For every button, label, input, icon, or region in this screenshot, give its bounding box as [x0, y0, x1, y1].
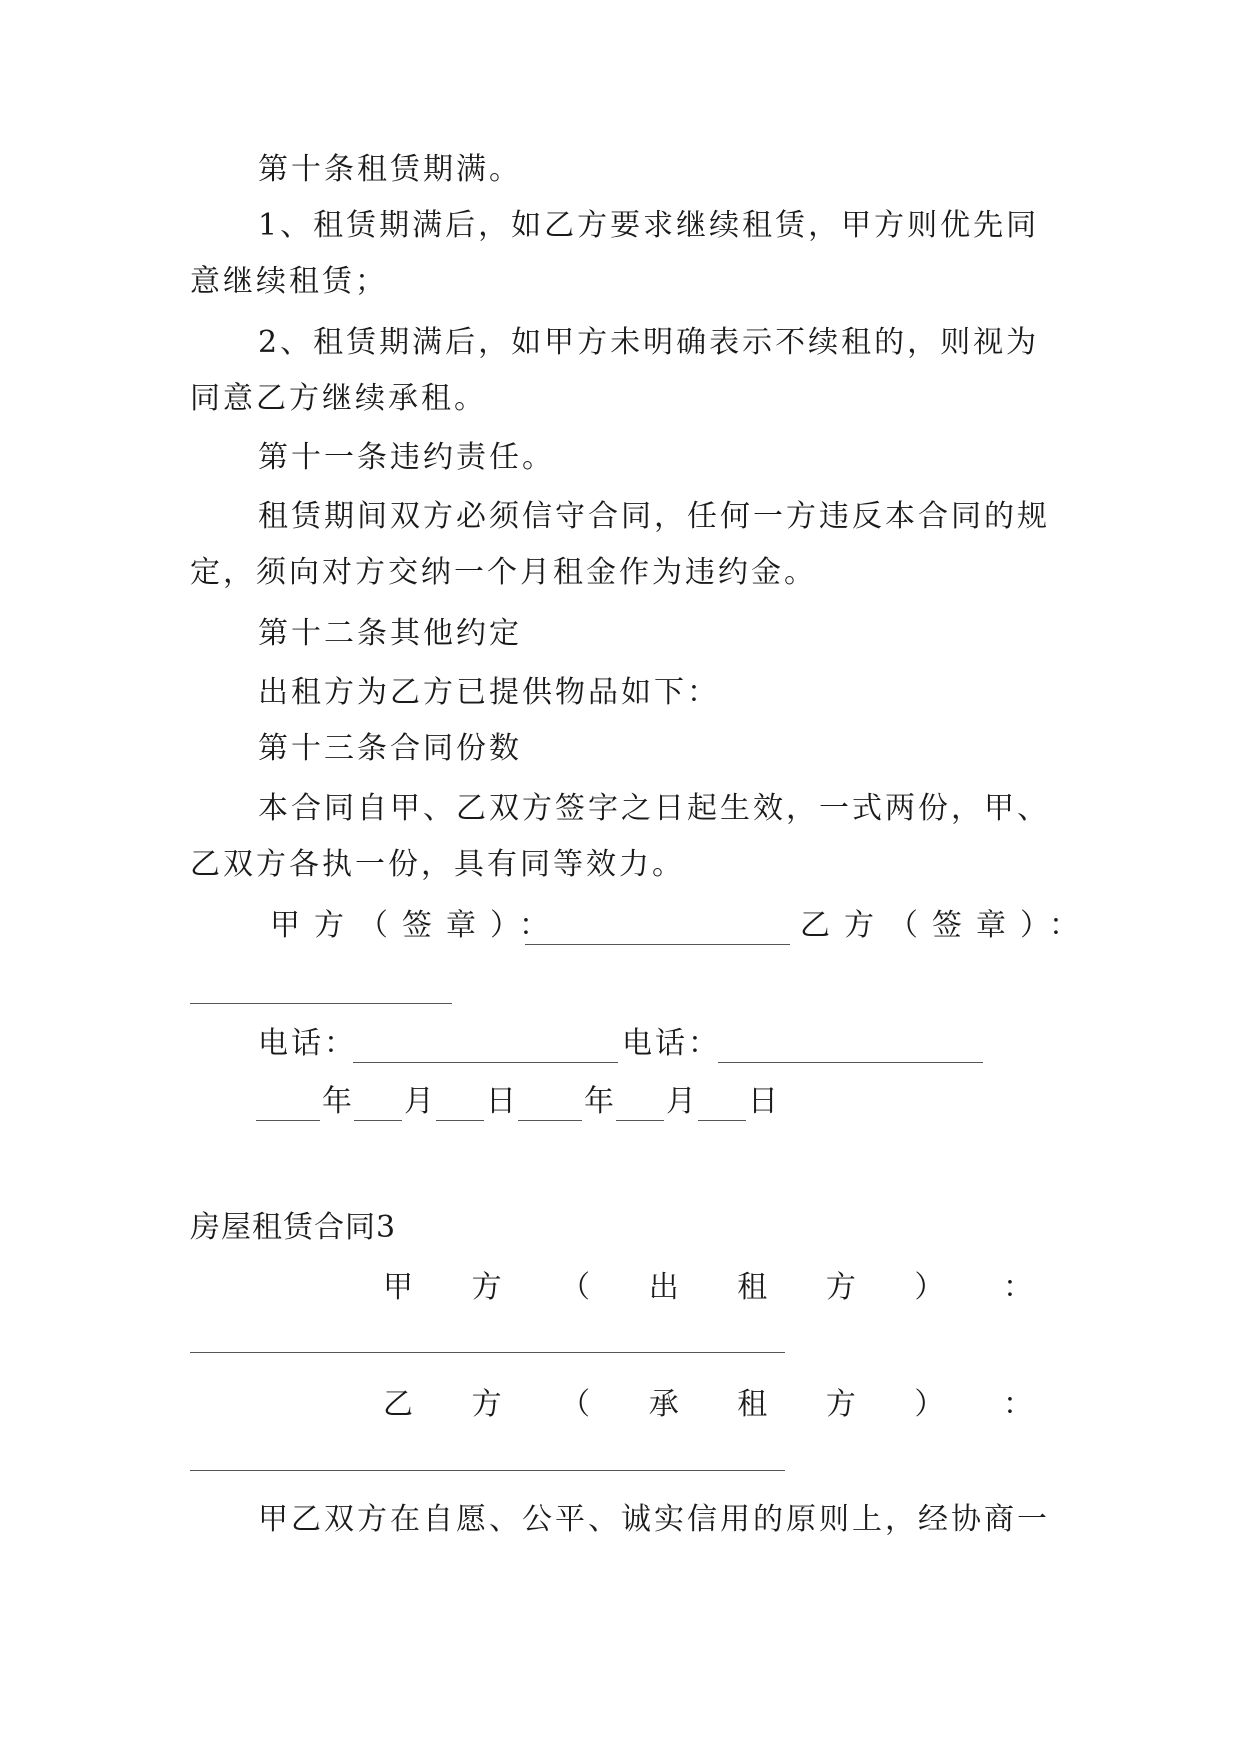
article11-body-line1: 租赁期间双方必须信守合同，任何一方违反本合同的规 — [258, 499, 1050, 534]
date-a-year-blank[interactable] — [256, 1120, 320, 1121]
lessee-char: 承 — [648, 1387, 679, 1422]
date-b-month-blank[interactable] — [616, 1120, 664, 1121]
lessor-char: 方 — [471, 1270, 502, 1305]
date-a-day-label: 日 — [486, 1084, 516, 1119]
date-b-year-label: 年 — [584, 1084, 614, 1119]
party-a-signature-label: 甲方（签章）： — [270, 908, 563, 943]
party-b-signature-blank[interactable] — [190, 1003, 452, 1004]
date-a-year-label: 年 — [322, 1084, 352, 1119]
lessee-char: 乙 — [383, 1387, 413, 1422]
lessor-char: 甲 — [383, 1270, 413, 1305]
article11-heading: 第十一条违约责任。 — [258, 440, 555, 475]
lessor-label — [383, 1268, 1033, 1308]
article11-body-line2: 定，须向对方交纳一个月租金作为违约金。 — [190, 555, 817, 590]
date-b-month-label: 月 — [666, 1084, 696, 1119]
date-a-month-blank[interactable] — [354, 1120, 402, 1121]
lessee-char: ： — [1002, 1387, 1033, 1422]
phone-a-blank[interactable] — [353, 1062, 618, 1063]
lessee-char: 方 — [825, 1387, 856, 1422]
contract3-intro: 甲乙双方在自愿、公平、诚实信用的原则上，经协商一 — [258, 1502, 1050, 1537]
date-a-month-label: 月 — [404, 1084, 434, 1119]
article10-item1-line1: 1、租赁期满后，如乙方要求继续租赁，甲方则优先同 — [258, 208, 1040, 243]
article12-body: 出租方为乙方已提供物品如下： — [258, 675, 720, 710]
article13-body-line2: 乙双方各执一份，具有同等效力。 — [190, 847, 685, 882]
lessee-blank[interactable] — [190, 1470, 785, 1471]
lessor-char: ： — [1002, 1270, 1033, 1305]
article10-heading: 第十条租赁期满。 — [258, 152, 522, 187]
article10-item1-line2: 意继续租赁； — [190, 264, 388, 299]
contract3-title: 房屋租赁合同3 — [190, 1210, 397, 1245]
party-b-signature-label: 乙方（签章）： — [800, 908, 1093, 943]
party-a-signature-blank[interactable] — [525, 944, 790, 945]
phone-a-label: 电话： — [258, 1026, 357, 1061]
article13-body-line1: 本合同自甲、乙双方签字之日起生效，一式两份，甲、 — [258, 791, 1050, 826]
lessee-char: ） — [914, 1387, 945, 1422]
article10-item2-line2: 同意乙方继续承租。 — [190, 381, 487, 416]
article12-heading: 第十二条其他约定 — [258, 616, 522, 651]
lessee-char: 租 — [737, 1387, 768, 1422]
phone-b-label: 电话： — [622, 1026, 721, 1061]
lessor-char: 出 — [648, 1270, 679, 1305]
lessor-char: （ — [560, 1270, 591, 1305]
date-a-day-blank[interactable] — [436, 1120, 484, 1121]
article10-item2-line1: 2、租赁期满后，如甲方未明确表示不续租的，则视为 — [258, 325, 1040, 360]
lessor-char: ） — [914, 1270, 945, 1305]
lessor-char: 租 — [737, 1270, 768, 1305]
lessor-char: 方 — [825, 1270, 856, 1305]
lessee-char: （ — [560, 1387, 591, 1422]
phone-b-blank[interactable] — [718, 1062, 983, 1063]
lessee-label — [383, 1385, 1033, 1425]
date-b-year-blank[interactable] — [518, 1120, 582, 1121]
date-b-day-label: 日 — [748, 1084, 778, 1119]
date-b-day-blank[interactable] — [698, 1120, 746, 1121]
article13-heading: 第十三条合同份数 — [258, 731, 522, 766]
lessor-blank[interactable] — [190, 1352, 785, 1353]
lessee-char: 方 — [471, 1387, 502, 1422]
